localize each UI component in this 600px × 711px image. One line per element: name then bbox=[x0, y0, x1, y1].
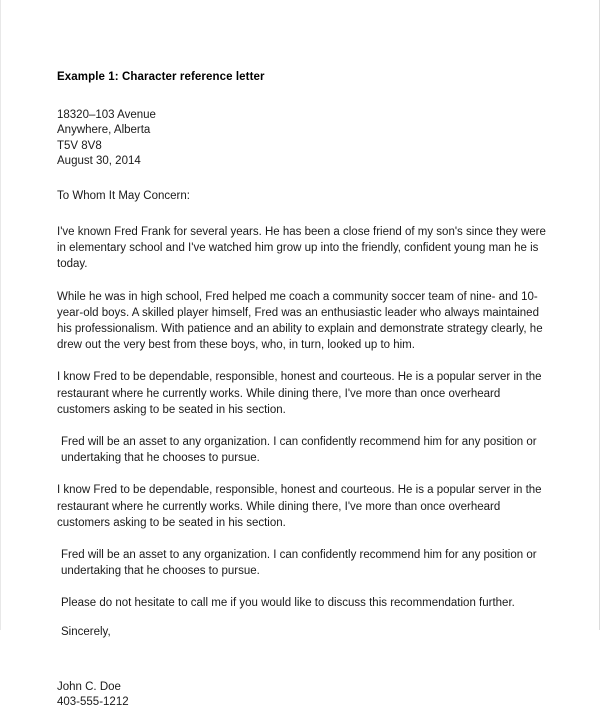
body-paragraph-6: Fred will be an asset to any organization. I can confidently recommend him for any position or undertaking that he chooses to pursue. bbox=[61, 549, 537, 578]
page-title: Example 1: Character reference letter bbox=[57, 71, 265, 83]
body-paragraph-5: I know Fred to be dependable, responsible, honest and courteous. He is a popular server in the restaurant where he currently works. While dining there, I've more than once overheard customers asking to be seated in his section. bbox=[57, 484, 542, 529]
body-paragraph-4: Fred will be an asset to any organization. I can confidently recommend him for any position or undertaking that he chooses to pursue. bbox=[61, 436, 537, 465]
address-line: 18320–103 Avenue bbox=[57, 108, 156, 121]
sender-address-block bbox=[57, 108, 547, 170]
body-paragraph-2: While he was in high school, Fred helped me coach a community soccer team of nine- and 10-year-old boys. A skilled player himself, Fred was an enthusiastic leader who always maintained his professionalism. With patience and an ability to explain and demonstrate strategy clearly, he drew out the very best from these boys, who, in turn, looked up to him. bbox=[57, 290, 543, 352]
address-line: Anywhere, Alberta bbox=[57, 124, 151, 137]
salutation: To Whom It May Concern: bbox=[57, 189, 190, 202]
closing-request: Please do not hesitate to call me if you would like to discuss this recommendation further. bbox=[61, 597, 515, 610]
letter-date: August 30, 2014 bbox=[57, 155, 141, 168]
signer-name: John C. Doe bbox=[57, 680, 121, 693]
body-paragraph-3: I know Fred to be dependable, responsible, honest and courteous. He is a popular server in the restaurant where he currently works. While dining there, I've more than once overheard customers asking to be seated in his section. bbox=[57, 371, 542, 416]
signoff: Sincerely, bbox=[61, 625, 111, 638]
address-line: T5V 8V8 bbox=[57, 139, 102, 152]
signature-block bbox=[57, 680, 547, 711]
letter-body bbox=[57, 70, 547, 711]
signer-phone: 403-555-1212 bbox=[57, 696, 129, 709]
body-paragraph-1: I've known Fred Frank for several years. He has been a close friend of my son's since they were in elementary school and I've watched him grow up into the friendly, confident young man he is today. bbox=[57, 226, 546, 271]
